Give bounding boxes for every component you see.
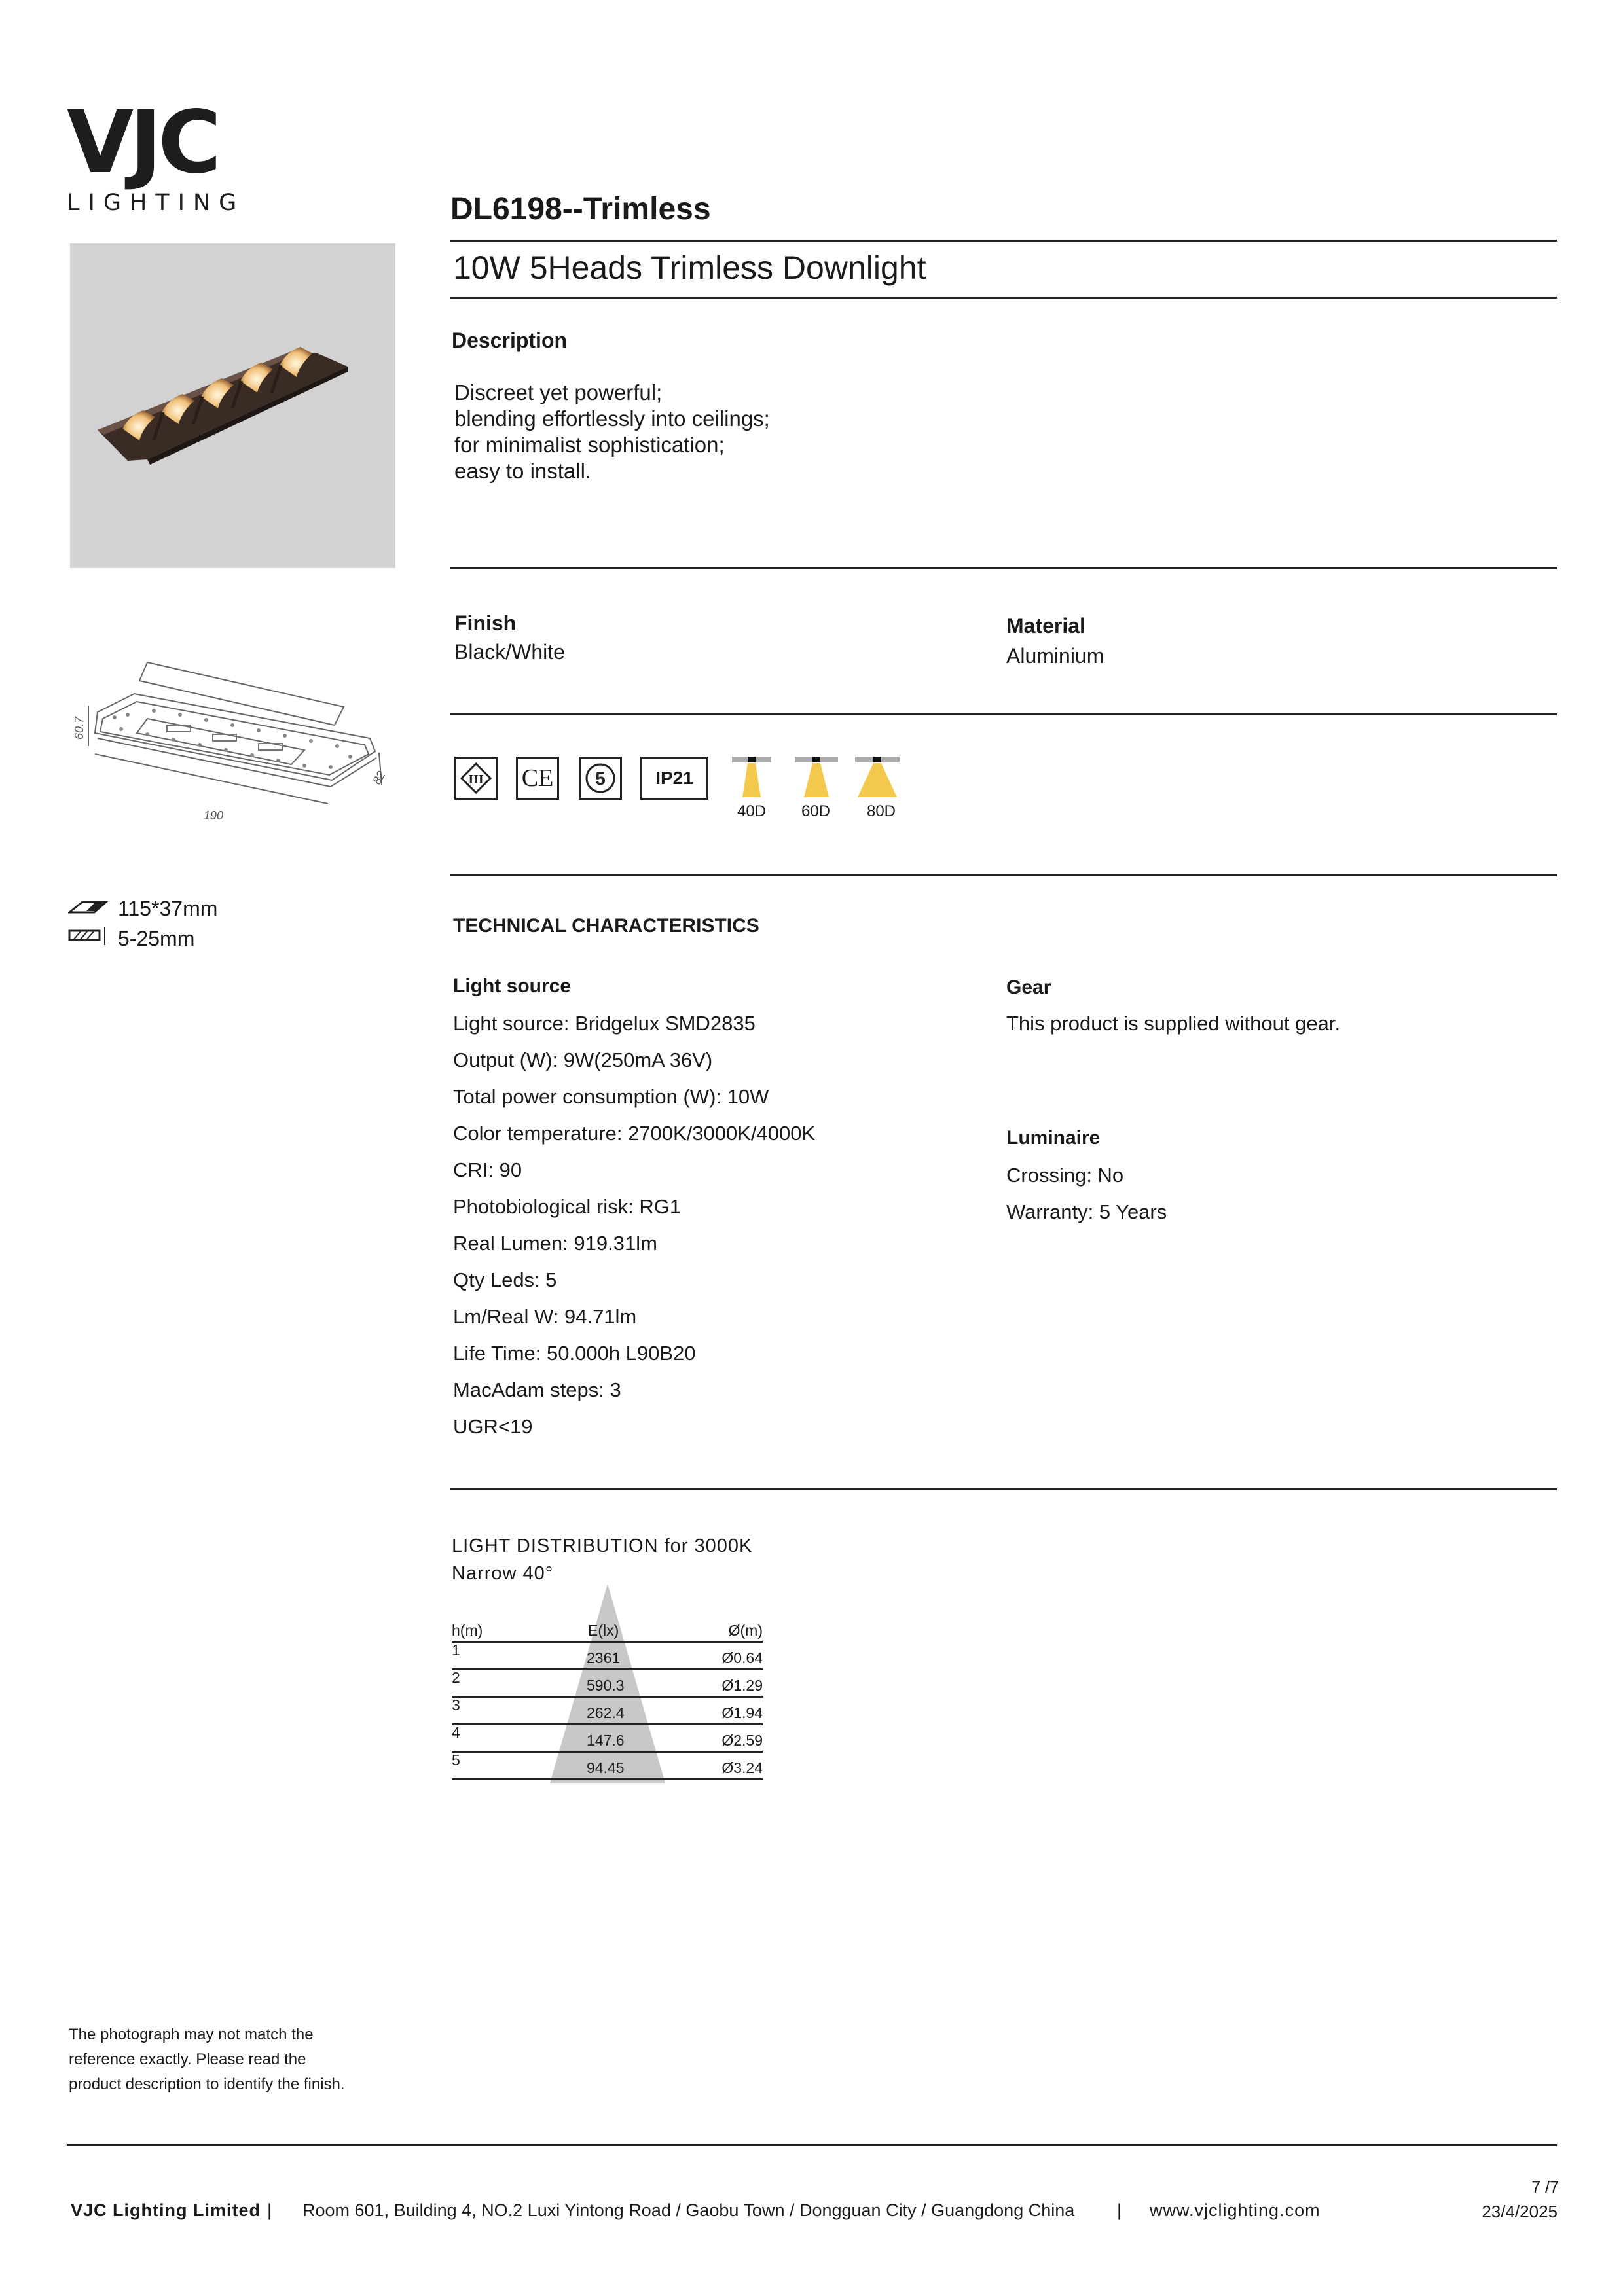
beam-40-icon — [732, 755, 771, 798]
table-row — [452, 1725, 763, 1753]
spec-item: MacAdam steps: 3 — [453, 1378, 621, 1401]
description-text — [454, 380, 770, 484]
technical-drawing — [69, 655, 396, 831]
spec-item: Life Time: 50.000h L90B20 — [453, 1342, 696, 1365]
disclaimer-line: The photograph may not match the — [69, 2026, 314, 2043]
divider — [450, 567, 1557, 569]
spec-item: Qty Leds: 5 — [453, 1268, 557, 1291]
ceiling-thickness: 5-25mm — [118, 927, 195, 950]
disclaimer-line: product description to identify the finish. — [69, 2075, 345, 2093]
cell-lux: 590.3 — [587, 1677, 625, 1694]
luminaire-list — [1006, 1157, 1167, 1230]
ip-rating-badge — [640, 757, 708, 800]
footer-website[interactable]: www.vjclighting.com — [1150, 2200, 1321, 2220]
spec-item: Lm/Real W: 94.71lm — [453, 1305, 637, 1328]
header-diameter: Ø(m) — [728, 1622, 763, 1639]
disclaimer-line: reference exactly. Please read the — [69, 2051, 306, 2068]
divider — [450, 297, 1557, 299]
spec-item: CRI: 90 — [453, 1158, 522, 1181]
warranty-icon — [579, 757, 622, 800]
document-date: 23/4/2025 — [1482, 2202, 1558, 2221]
divider — [450, 874, 1557, 876]
ce-mark-text: CE — [521, 764, 554, 792]
ceiling-thickness-icon — [68, 925, 110, 949]
footer-company: VJC Lighting Limited — [71, 2200, 261, 2220]
photo-disclaimer — [69, 2022, 345, 2097]
luminaire-heading: Luminaire — [1006, 1127, 1101, 1149]
footer-separator: | — [1117, 2200, 1122, 2220]
table-row — [452, 1753, 763, 1780]
cell-diameter: Ø2.59 — [721, 1732, 763, 1749]
product-code: DL6198--Trimless — [450, 192, 711, 226]
light-source-list — [453, 1005, 815, 1445]
description-line: easy to install. — [454, 459, 592, 483]
footer-separator: | — [267, 2200, 272, 2220]
spec-item: Photobiological risk: RG1 — [453, 1195, 682, 1218]
table-row — [452, 1643, 763, 1670]
cell-diameter: Ø1.29 — [721, 1677, 763, 1694]
light-distribution-table — [452, 1619, 763, 1780]
divider — [450, 1488, 1557, 1490]
dim-width: 82 — [370, 768, 388, 787]
spec-item: Output (W): 9W(250mA 36V) — [453, 1049, 713, 1071]
gear-text: This product is supplied without gear. — [1006, 1012, 1341, 1035]
class-iii-text: III — [468, 772, 484, 787]
spec-item: Warranty: 5 Years — [1006, 1200, 1167, 1223]
material-value: Aluminium — [1006, 644, 1104, 668]
divider — [450, 713, 1557, 715]
ce-mark-icon — [516, 757, 559, 800]
footer-address: Room 601, Building 4, NO.2 Luxi Yintong Road / Gaobu Town / Dongguan City / Guangdong China — [302, 2200, 1075, 2220]
gear-heading: Gear — [1006, 977, 1051, 998]
footer-divider — [67, 2144, 1557, 2146]
warranty-years: 5 — [595, 768, 606, 789]
beam-60-label: 60D — [801, 802, 831, 820]
product-photo — [70, 243, 395, 568]
company-logo — [67, 92, 246, 216]
dim-height: 60.7 — [73, 716, 86, 740]
dim-length: 190 — [204, 809, 224, 822]
cell-lux: 147.6 — [587, 1732, 625, 1749]
spec-item: Light source: Bridgelux SMD2835 — [453, 1012, 756, 1035]
cell-lux: 2361 — [587, 1649, 621, 1666]
logo-sub: LIGHTING — [67, 190, 246, 216]
cell-height: 1 — [452, 1641, 460, 1659]
page-number: 7 /7 — [1531, 2178, 1559, 2197]
cell-height: 4 — [452, 1724, 460, 1741]
header-height: h(m) — [452, 1622, 483, 1639]
description-line: blending effortlessly into ceilings; — [454, 406, 770, 431]
cell-lux: 262.4 — [587, 1704, 625, 1721]
spec-item: Crossing: No — [1006, 1164, 1124, 1187]
spec-item: Total power consumption (W): 10W — [453, 1085, 769, 1108]
cell-diameter: Ø0.64 — [721, 1649, 763, 1666]
header-lux: E(lx) — [588, 1622, 619, 1639]
tech-heading: TECHNICAL CHARACTERISTICS — [453, 915, 759, 937]
table-row — [452, 1670, 763, 1698]
spec-item: UGR<19 — [453, 1415, 533, 1438]
cutout-size: 115*37mm — [118, 897, 218, 920]
light-source-heading: Light source — [453, 975, 572, 997]
description-heading: Description — [452, 329, 568, 352]
cell-lux: 94.45 — [587, 1759, 625, 1776]
beam-60-icon — [795, 755, 838, 798]
beam-40-label: 40D — [737, 802, 767, 820]
finish-label: Finish — [454, 611, 517, 635]
light-distribution-subtitle: Narrow 40° — [452, 1563, 554, 1584]
spec-item: Real Lumen: 919.31lm — [453, 1232, 657, 1255]
light-distribution-title: LIGHT DISTRIBUTION for 3000K — [452, 1535, 753, 1556]
cell-diameter: Ø3.24 — [721, 1759, 763, 1776]
cell-diameter: Ø1.94 — [721, 1704, 763, 1721]
divider — [450, 240, 1557, 242]
finish-value: Black/White — [454, 640, 565, 664]
cell-height: 5 — [452, 1751, 460, 1768]
product-name: 10W 5Heads Trimless Downlight — [453, 249, 926, 286]
cell-height: 3 — [452, 1696, 460, 1713]
description-line: for minimalist sophistication; — [454, 433, 725, 457]
material-label: Material — [1006, 614, 1085, 637]
beam-80-label: 80D — [866, 802, 896, 820]
spec-item: Color temperature: 2700K/3000K/4000K — [453, 1122, 816, 1145]
beam-80-icon — [855, 755, 900, 798]
logo-main: VJC — [67, 92, 218, 193]
ip-rating-text: IP21 — [655, 768, 693, 788]
cutout-icon — [68, 899, 109, 915]
description-line: Discreet yet powerful; — [454, 380, 663, 404]
table-row — [452, 1698, 763, 1725]
cell-height: 2 — [452, 1669, 460, 1686]
table-header-row — [452, 1619, 763, 1643]
class-iii-icon — [454, 757, 498, 800]
